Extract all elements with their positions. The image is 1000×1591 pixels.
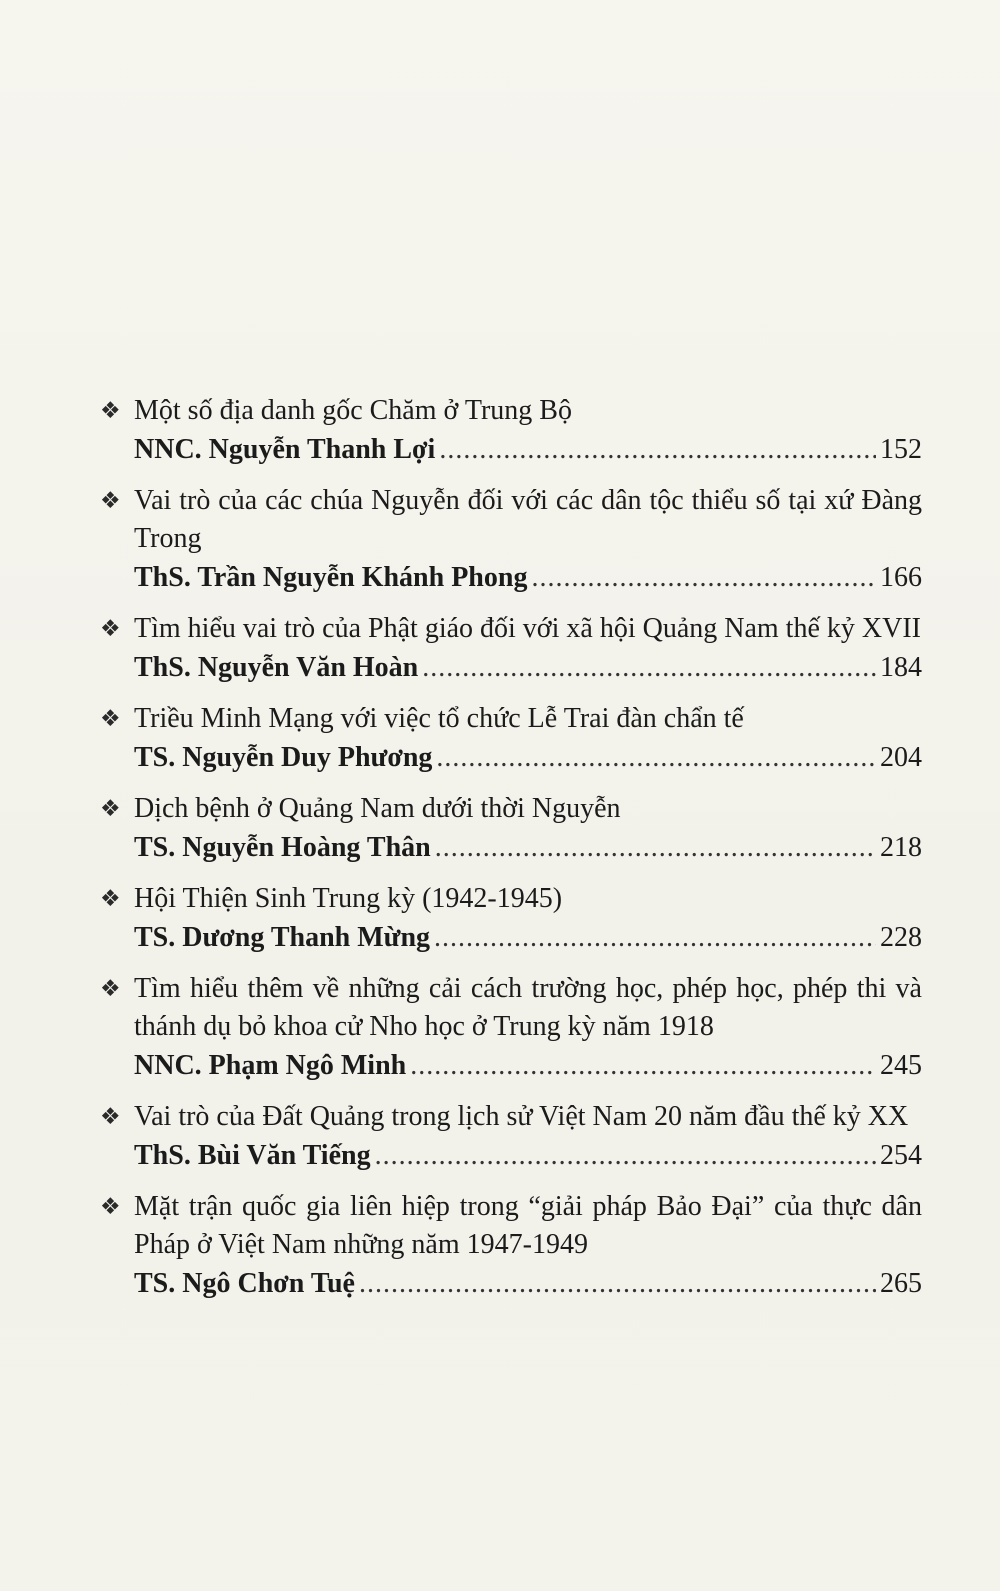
dot-leader [439,430,876,470]
diamond-bullet-icon: ❖ [100,886,121,912]
table-of-contents [100,392,922,1316]
entry-title: Tìm hiểu vai trò của Phật giáo đối với xã hội Quảng Nam thế kỷ XVII [134,613,921,644]
entry-author: NNC. Phạm Ngô Minh [134,1050,407,1081]
entry-author: ThS. Trần Nguyễn Khánh Phong [134,562,528,593]
entry-title: Dịch bệnh ở Quảng Nam dưới thời Nguyễn [134,793,621,824]
entry-page-number: 228 [880,922,922,953]
entry-page-number: 204 [880,742,922,773]
entry-page-number: 254 [880,1140,922,1171]
entry-title: Tìm hiểu thêm về những cải cách trường học, phép học, phép thi và thánh dụ bỏ khoa cử Nho học ở Trung kỳ năm 1918 [134,973,922,1042]
toc-entry [100,970,922,1086]
entry-title: Vai trò của Đất Quảng trong lịch sử Việt Nam 20 năm đầu thế kỷ XX [134,1101,909,1132]
diamond-bullet-icon: ❖ [100,1194,121,1220]
toc-entry [100,392,922,470]
diamond-bullet-icon: ❖ [100,398,121,424]
entry-page-number: 152 [880,434,922,465]
entry-title: Mặt trận quốc gia liên hiệp trong “giải pháp Bảo Đại” của thực dân Pháp ở Việt Nam những năm 1947-1949 [134,1191,922,1260]
diamond-bullet-icon: ❖ [100,976,121,1002]
entry-title: Hội Thiện Sinh Trung kỳ (1942-1945) [134,883,563,914]
entry-author: ThS. Nguyễn Văn Hoàn [134,652,419,683]
diamond-bullet-icon: ❖ [100,1104,121,1130]
entry-title: Vai trò của các chúa Nguyễn đối với các dân tộc thiểu số tại xứ Đàng Trong [134,485,922,554]
entry-author: NNC. Nguyễn Thanh Lợi [134,434,436,465]
dot-leader [434,918,876,958]
entry-author: TS. Nguyễn Hoàng Thân [134,832,431,863]
toc-entry [100,610,922,688]
entry-page-number: 265 [880,1268,922,1299]
toc-entry [100,880,922,958]
toc-entry [100,1098,922,1176]
entry-page-number: 245 [880,1050,922,1081]
entry-page-number: 166 [880,562,922,593]
diamond-bullet-icon: ❖ [100,706,121,732]
dot-leader [359,1264,876,1304]
toc-entry [100,700,922,778]
entry-author: ThS. Bùi Văn Tiếng [134,1140,371,1171]
diamond-bullet-icon: ❖ [100,488,121,514]
dot-leader [410,1046,876,1086]
entry-author: TS. Ngô Chơn Tuệ [134,1268,355,1299]
entry-title: Một số địa danh gốc Chăm ở Trung Bộ [134,395,572,426]
toc-entry [100,1188,922,1304]
diamond-bullet-icon: ❖ [100,616,121,642]
entry-title: Triều Minh Mạng với việc tổ chức Lễ Trai đàn chẩn tế [134,703,744,734]
dot-leader [435,828,876,868]
toc-entry [100,790,922,868]
entry-page-number: 218 [880,832,922,863]
dot-leader [436,738,876,778]
diamond-bullet-icon: ❖ [100,796,121,822]
dot-leader [375,1136,876,1176]
toc-entry [100,482,922,598]
dot-leader [531,558,876,598]
entry-page-number: 184 [880,652,922,683]
entry-author: TS. Dương Thanh Mừng [134,922,431,953]
dot-leader [422,648,876,688]
entry-author: TS. Nguyễn Duy Phương [134,742,433,773]
